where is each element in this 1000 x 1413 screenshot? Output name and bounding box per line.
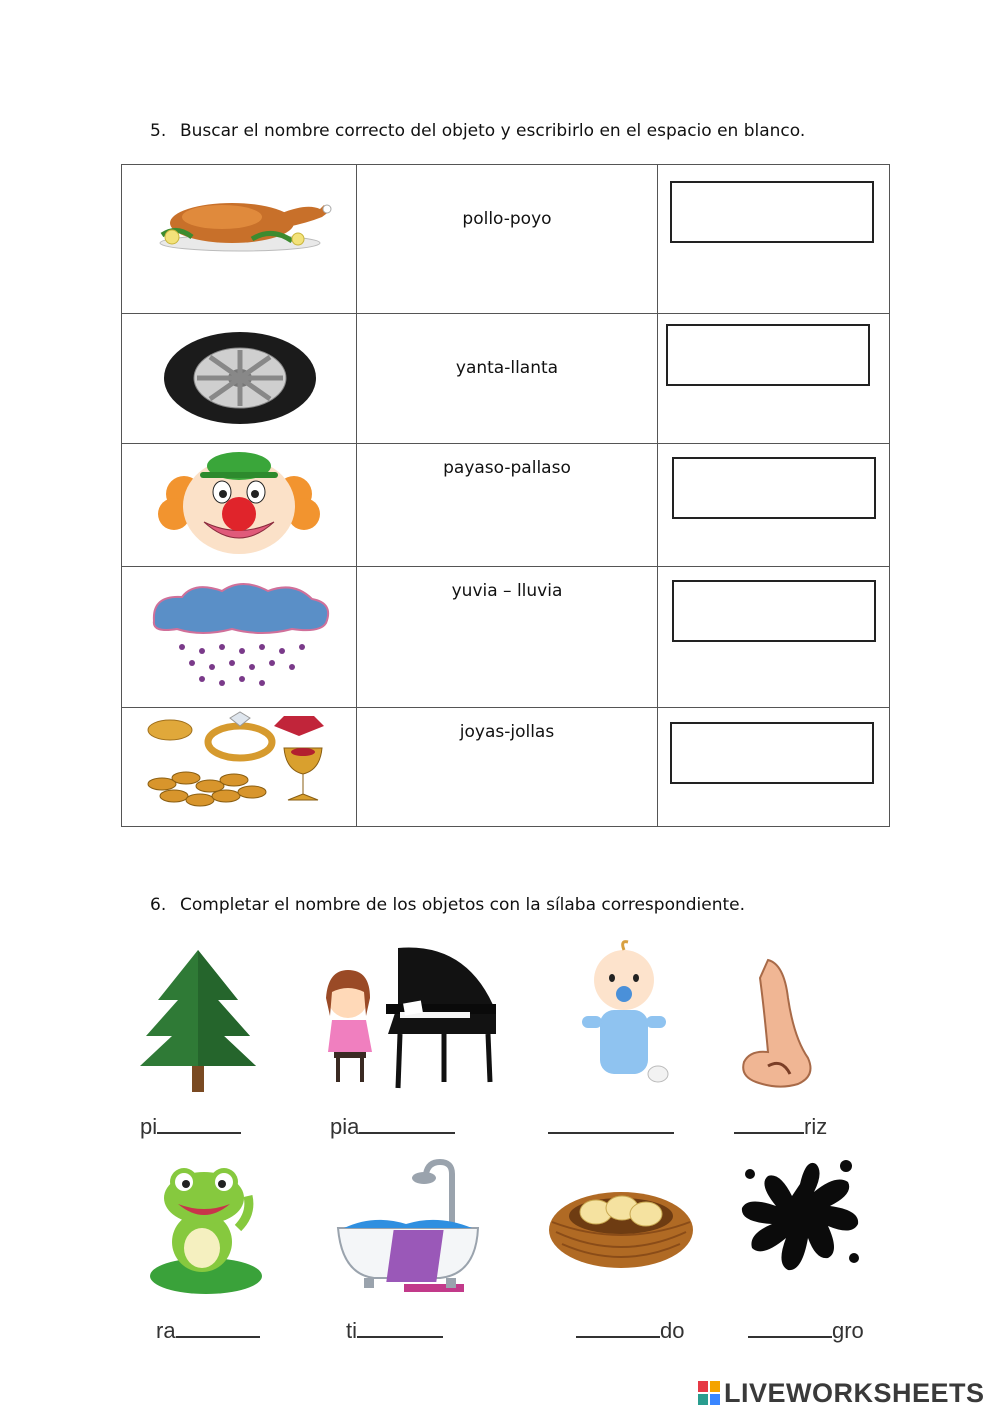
answer-blank[interactable] (748, 1334, 832, 1338)
image-cell (122, 165, 357, 314)
suffix-text: riz (804, 1114, 828, 1139)
image-cell (122, 444, 357, 567)
suffix-text: do (660, 1318, 685, 1343)
answer-blank[interactable] (176, 1334, 260, 1338)
prefix-text: pia (330, 1114, 360, 1139)
fill-label (156, 1318, 260, 1344)
answer-cell (657, 444, 889, 567)
liveworksheets-logo (698, 1376, 985, 1410)
image-cell (122, 567, 357, 708)
prefix-text: ti (346, 1318, 357, 1343)
table-row (122, 567, 890, 708)
bathtub-icon (334, 1156, 482, 1294)
baby-icon (570, 940, 680, 1090)
options-cell (357, 444, 657, 567)
nose-icon (738, 958, 818, 1090)
girl-piano-icon (318, 942, 500, 1092)
image-cell (122, 314, 357, 444)
logo-text: LIVEWORKSHEETS (724, 1377, 985, 1408)
options-cell (357, 567, 657, 708)
answer-blank[interactable] (359, 1130, 455, 1134)
answer-blank[interactable] (157, 1130, 241, 1134)
options-text: joyas-jollas (459, 722, 555, 742)
answer-cell (657, 314, 889, 444)
table-row (122, 444, 890, 567)
pine-tree-icon (138, 948, 258, 1094)
fill-label (576, 1318, 684, 1344)
options-text: yanta-llanta (455, 358, 559, 378)
frog-icon (148, 1158, 264, 1296)
table-row (122, 314, 890, 444)
prefix-text: ra (156, 1318, 176, 1343)
section-6-text: Completar el nombre de los objetos con la sílaba correspondiente. (180, 895, 746, 915)
options-cell (357, 314, 657, 444)
fill-label (548, 1114, 674, 1140)
ink-splat-icon (736, 1154, 866, 1278)
fill-label (748, 1318, 864, 1344)
section-5-number: 5. (150, 121, 167, 141)
answer-cell (657, 708, 889, 827)
answer-cell (657, 165, 889, 314)
section-6-instruction (150, 895, 745, 915)
answer-blank[interactable] (576, 1334, 660, 1338)
roast-chicken-icon (122, 165, 357, 314)
answer-input[interactable] (672, 457, 876, 519)
prefix-text: pi (140, 1114, 158, 1139)
clown-face-icon (122, 444, 357, 567)
options-cell (357, 708, 657, 827)
section-6-number: 6. (150, 895, 167, 915)
tire-icon (122, 314, 357, 444)
jewels-icon (122, 708, 357, 827)
word-choice-table (121, 164, 890, 827)
logo-mark-icon (698, 1381, 720, 1405)
nest-icon (546, 1172, 696, 1272)
answer-input[interactable] (666, 324, 870, 386)
options-text: yuvia – lluvia (451, 581, 563, 601)
fill-label (346, 1318, 443, 1344)
section-5-text: Buscar el nombre correcto del objeto y escribirlo en el espacio en blanco. (180, 121, 806, 141)
options-cell (357, 165, 657, 314)
table-row (122, 165, 890, 314)
fill-label (734, 1114, 827, 1140)
answer-blank[interactable] (734, 1130, 804, 1134)
options-text: pollo-poyo (462, 209, 552, 229)
section-5-instruction (150, 121, 805, 141)
answer-input[interactable] (672, 580, 876, 642)
image-cell (122, 708, 357, 827)
answer-cell (657, 567, 889, 708)
fill-label (330, 1114, 455, 1140)
fill-label (140, 1114, 241, 1140)
answer-input[interactable] (670, 181, 874, 243)
answer-input[interactable] (670, 722, 874, 784)
answer-blank[interactable] (548, 1130, 674, 1134)
answer-blank[interactable] (357, 1334, 443, 1338)
rain-cloud-icon (122, 567, 357, 708)
options-text: payaso-pallaso (443, 458, 571, 478)
table-row (122, 708, 890, 827)
suffix-text: gro (832, 1318, 864, 1343)
